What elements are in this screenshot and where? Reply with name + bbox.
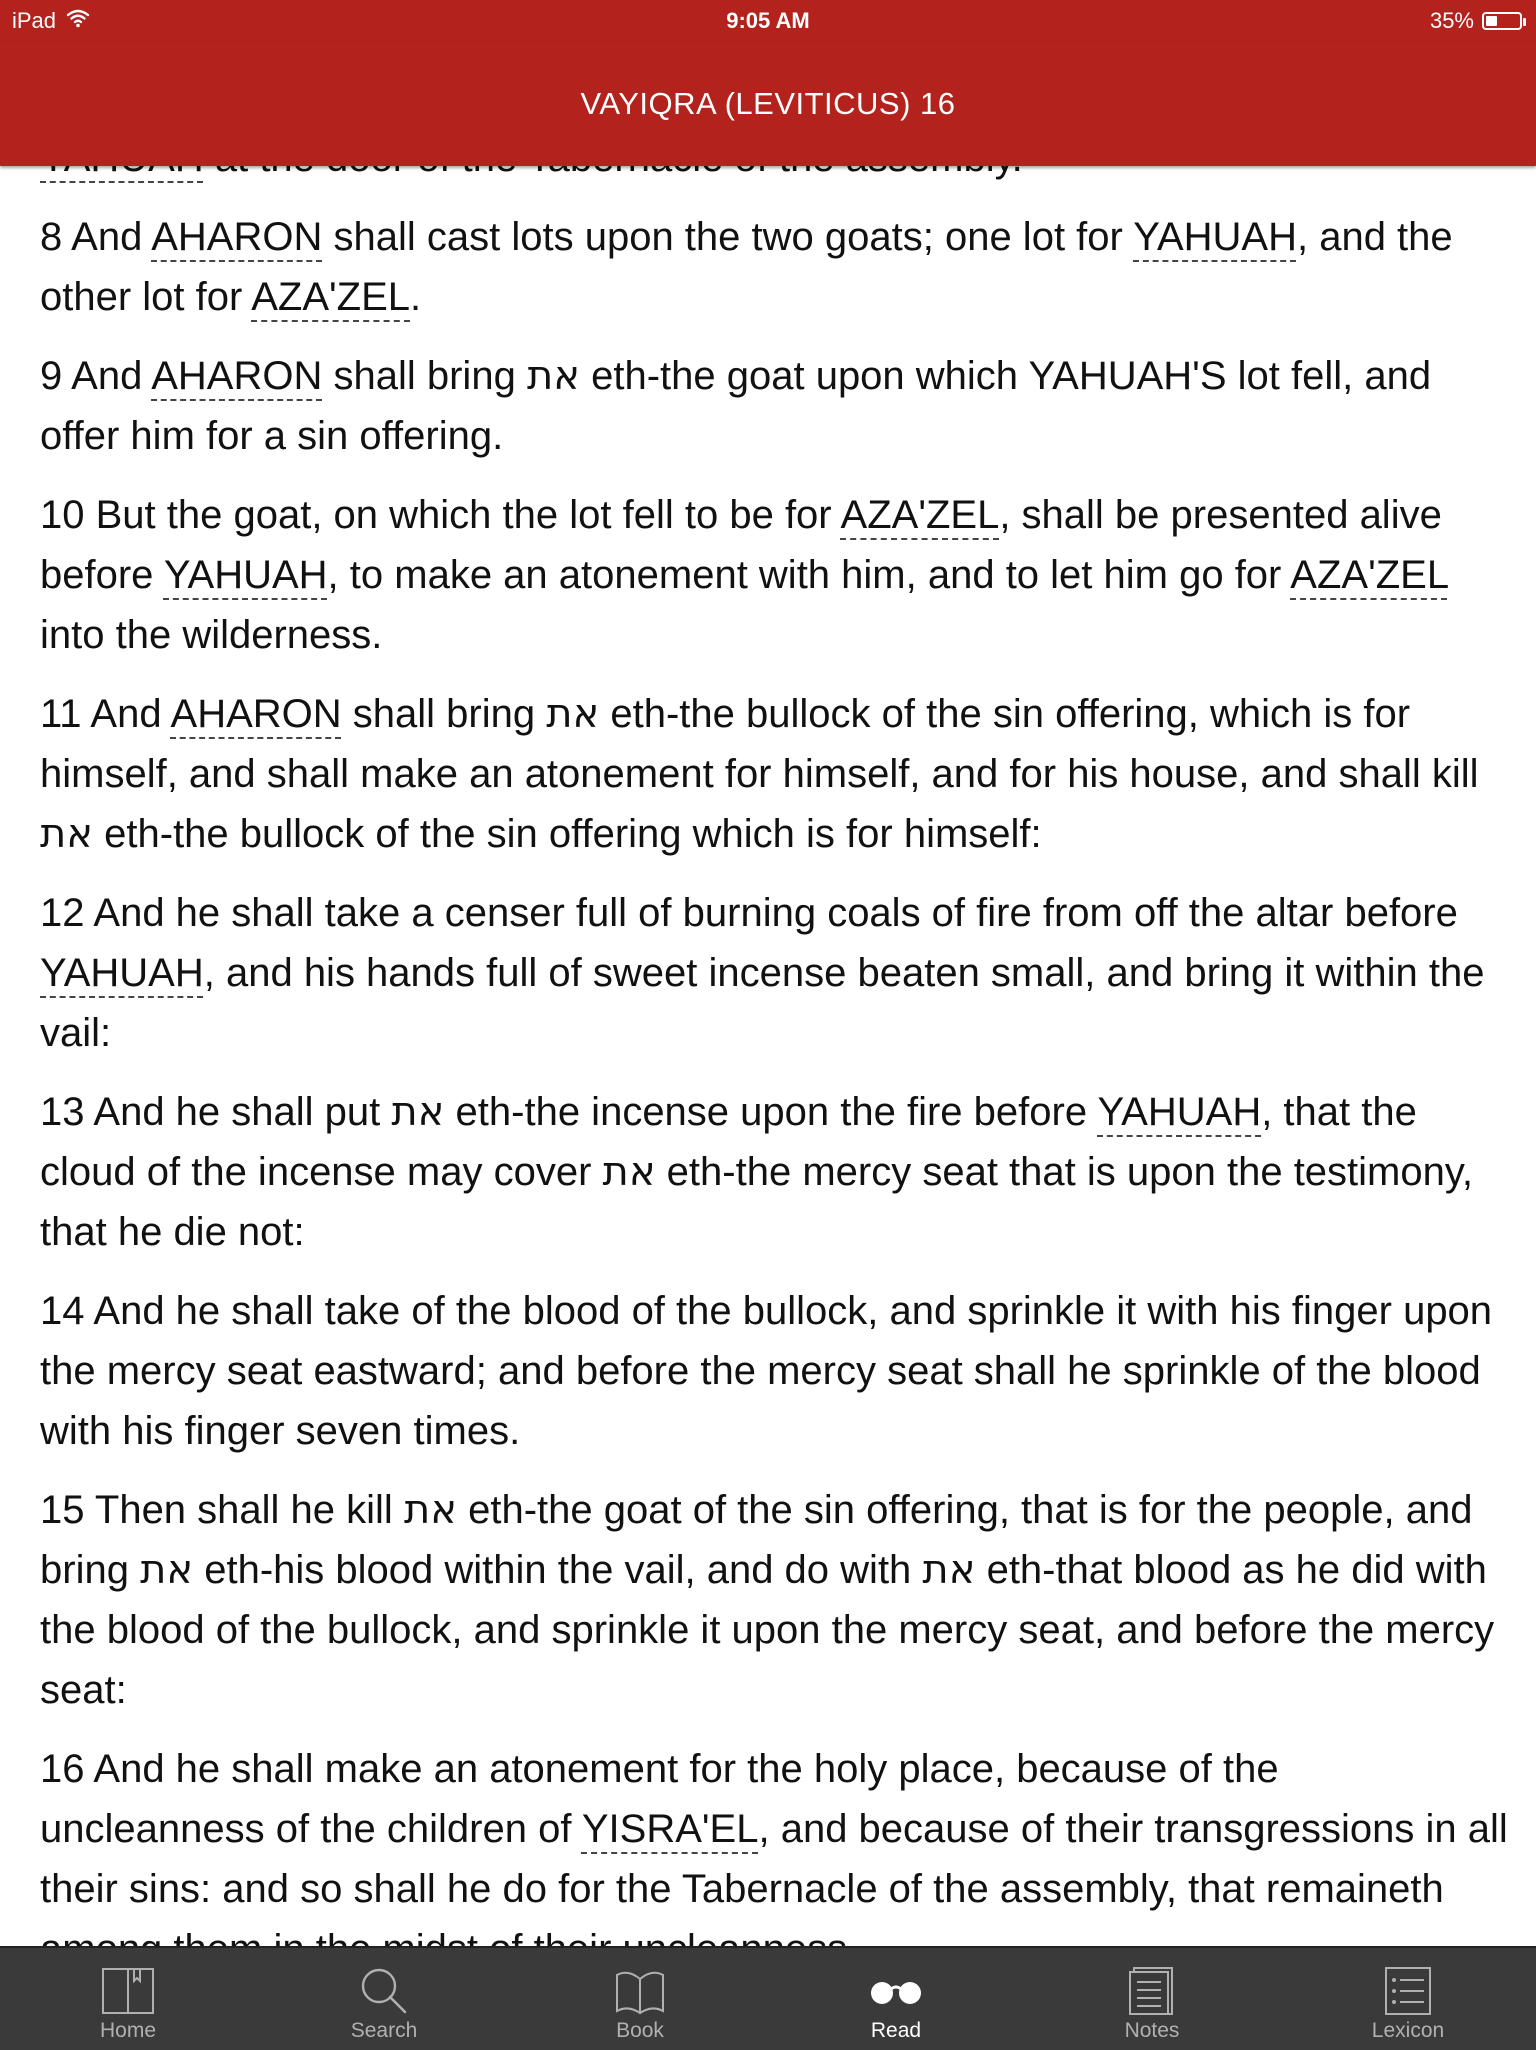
verse-text: eth-the bullock of the sin offering which is for himself: (93, 812, 1042, 856)
hebrew-eth: את (391, 1089, 445, 1135)
verse-text: shall bring (322, 354, 527, 398)
name-link[interactable]: YAHUAH (40, 951, 204, 995)
tab-lexicon-label: Lexicon (1371, 2019, 1445, 2042)
glasses-icon (867, 1966, 925, 2016)
reading-pane[interactable] (0, 166, 1536, 1946)
verse-text: , that the cloud of the incense may cover (40, 1090, 1417, 1194)
home-icon (101, 1966, 155, 2016)
verse-text: 10 But the goat, on which the lot fell to be for (40, 493, 841, 537)
name-link[interactable]: YAHUAH (1097, 1090, 1262, 1134)
verse-text: 8 And (40, 215, 152, 259)
hebrew-eth: את (526, 353, 580, 399)
verse-text: eth-his blood within the vail, and do with (193, 1548, 923, 1592)
hebrew-eth: את (140, 1547, 194, 1593)
name-link[interactable]: AHARON (170, 692, 342, 736)
name-link[interactable]: YISRA'EL (581, 1807, 759, 1851)
verse-text: , and the other lot for (40, 215, 1453, 319)
hebrew-eth: את (403, 1487, 457, 1533)
verse (40, 1281, 1510, 1461)
tab-book-label: Book (616, 2019, 664, 2042)
hebrew-eth: את (922, 1547, 976, 1593)
verse (40, 1082, 1510, 1262)
tab-bar (0, 1946, 1536, 2050)
hebrew-eth: את (546, 691, 600, 737)
verse (40, 1739, 1510, 1979)
verse-text: . (410, 275, 422, 319)
battery-percent: 35% (1429, 8, 1474, 33)
title-bar (0, 42, 1536, 166)
tab-home[interactable] (0, 1948, 256, 2050)
verse-text: 11 And (40, 692, 171, 736)
name-link[interactable]: AHARON (151, 354, 323, 398)
verse (40, 207, 1510, 327)
lexicon-icon (1384, 1966, 1432, 2016)
status-time: 9:05 AM (726, 8, 810, 33)
tab-notes-label: Notes (1124, 2019, 1180, 2042)
verse (40, 883, 1510, 1063)
tab-notes[interactable] (1024, 1948, 1280, 2050)
verse-text: 16 And he shall make an atonement for the holy place, because of the uncleanness of the children of (40, 1747, 1279, 1851)
verse-text: 15 Then shall he kill (40, 1488, 404, 1532)
verse-text: eth-that blood as he did with the blood of the bullock, and sprinkle it upon the mercy seat, and before the mercy seat: (40, 1548, 1495, 1712)
verse-text: shall bring (341, 692, 547, 736)
name-link[interactable]: AZA'ZEL (1290, 553, 1448, 597)
name-link[interactable]: YAHUAH (163, 553, 328, 597)
verse-text: , to make an atonement with him, and to let him go for (327, 553, 1291, 597)
verse-text: into the wilderness. (40, 613, 383, 657)
verse-text: 12 And he shall take a censer full of burning coals of fire from off the altar before (40, 891, 1458, 935)
hebrew-eth: את (40, 811, 94, 857)
battery-icon (1482, 12, 1522, 30)
verse-text: eth-the bullock of the sin offering, which is for himself, and shall make an atonement for himself, and for his house, and shall kill (40, 692, 1479, 796)
status-bar (0, 0, 1536, 42)
book-icon (614, 1966, 666, 2016)
verse (40, 1480, 1510, 1720)
verse-text: , and his hands full of sweet incense beaten small, and bring it within the vail: (40, 951, 1485, 1055)
tab-search[interactable] (256, 1948, 512, 2050)
name-link[interactable]: YAHUAH (1133, 215, 1297, 259)
name-link[interactable]: AZA'ZEL (251, 275, 411, 319)
tab-read[interactable] (768, 1948, 1024, 2050)
tab-lexicon[interactable] (1280, 1948, 1536, 2050)
verse (40, 684, 1510, 864)
search-icon (359, 1966, 409, 2016)
name-link[interactable]: AHARON (151, 215, 323, 259)
verse-list (40, 128, 1510, 1998)
name-link[interactable]: AZA'ZEL (840, 493, 1000, 537)
verse-text: eth-the goat upon which YAHUAH'S lot fell, and offer him for a sin offering. (40, 354, 1432, 458)
tab-home-label: Home (99, 2019, 157, 2042)
tab-search-label: Search (350, 2019, 418, 2042)
hebrew-eth: את (602, 1149, 656, 1195)
verse-text: eth-the mercy seat that is upon the testimony, that he die not: (40, 1150, 1474, 1254)
verse-text: , shall be presented alive before (40, 493, 1442, 597)
verse-text: shall cast lots upon the two goats; one lot for (322, 215, 1134, 259)
verse (40, 346, 1510, 466)
verse-text: , and because of their transgressions in all their sins: and so shall he do for the Tabernacle of the assembly, that remaineth (40, 1807, 1508, 1911)
verse-text: 13 And he shall put (40, 1090, 392, 1134)
verse-text: 14 And he shall take of the blood of the bullock, and sprinkle it with his finger upon the mercy seat eastward; and before the mercy seat shall he sprinkle of the blood with his finger seven times. (40, 1289, 1493, 1453)
tab-read-label: Read (870, 2019, 922, 2042)
device-name: iPad (12, 8, 57, 33)
verse-text: eth-the goat of the sin offering, that is for the people, and bring (40, 1488, 1473, 1592)
status-right (1430, 8, 1522, 34)
verse-text: 9 And (40, 354, 152, 398)
notes-icon (1128, 1966, 1176, 2016)
page-title: VAYIQRA (LEVITICUS) 16 (580, 86, 956, 121)
verse-text: eth-the incense upon the fire before (444, 1090, 1098, 1134)
verse (40, 485, 1510, 665)
tab-book[interactable] (512, 1948, 768, 2050)
